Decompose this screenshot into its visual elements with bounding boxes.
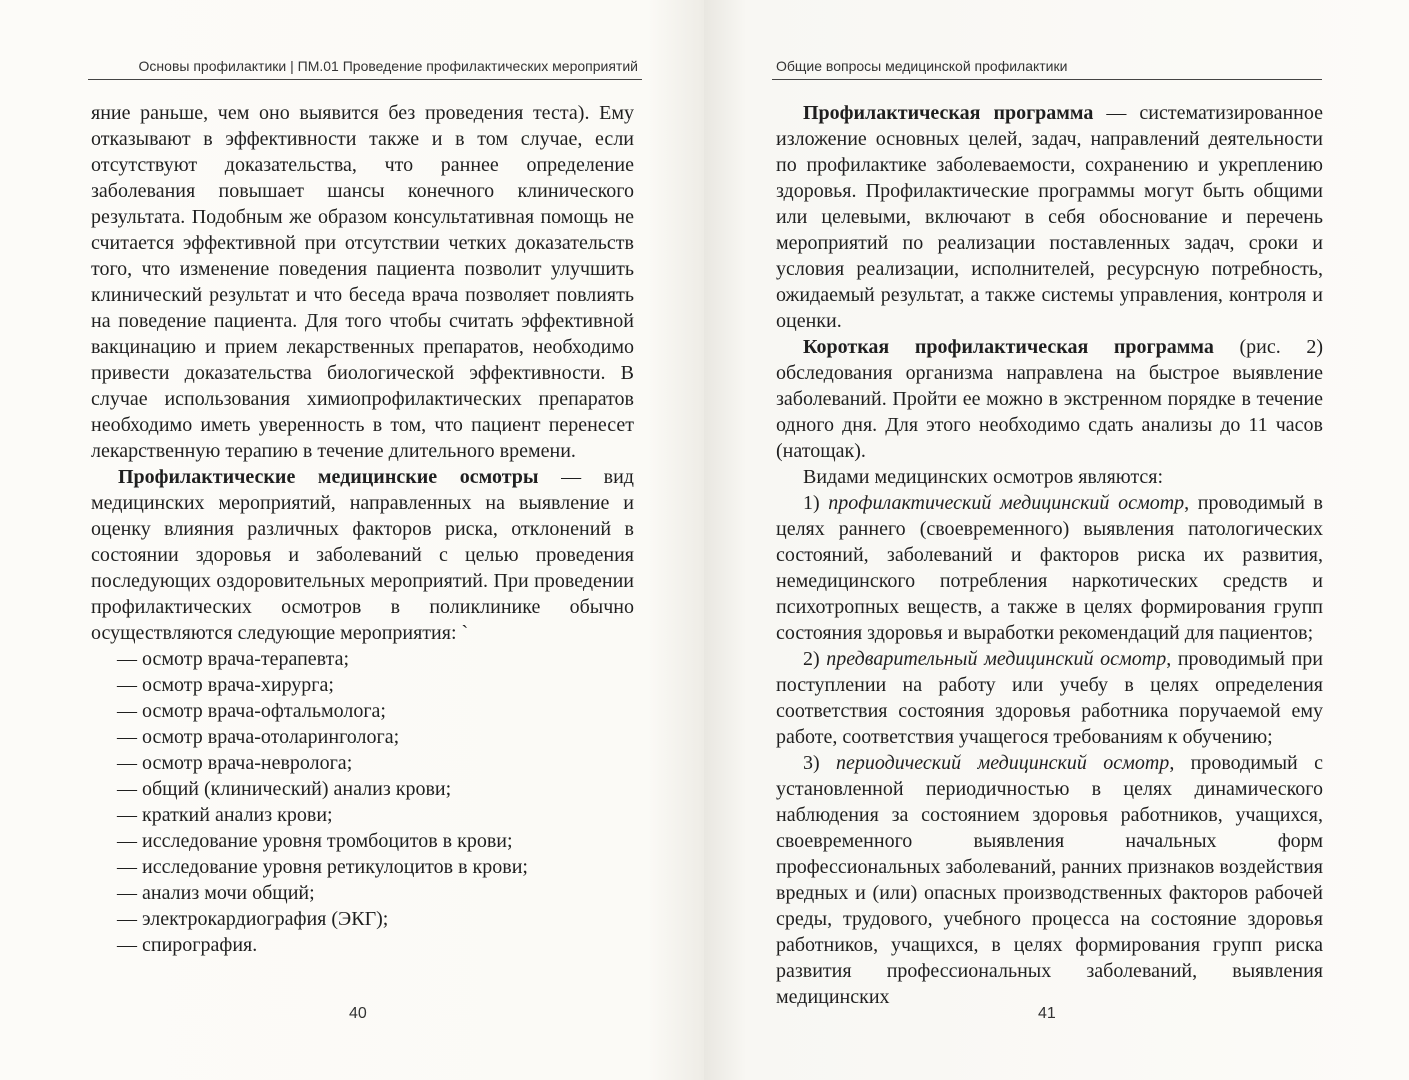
left-paragraph-1: яние раньше, чем оно выявится без проведения теста). Ему отказывают в эффективности также и в том случае, если отсутствуют доказательства, что раннее определение заболевания повышает шансы конечного клинического результата. Подобным же образом консультативная помощь не считается эффективной при отсутствии четких доказательств того, что изменение поведения пациента позволит улучшить клинический результат и что беседа врача позволяет повлиять на поведение пациента. Для того чтобы считать эффективной вакцинацию и прием лекарственных препаратов, необходимо привести доказательства биологической эффективности. В случае использования химиопрофилактических препаратов необходимо иметь уверенность в том, что пациент перенесет лекарственную терапию в течение длительного времени. [91,102,634,462]
right-paragraph-2 [776,334,1323,464]
item-3-text: , проводимый с установленной периодичностью в целях динамического наблюдения за состоянием здоровья работников, учащихся, своевременного выявления начальных форм профессиональных заболеваний, ранних признаков воздействия вредных и (или) опасных производственных факторов рабочей среды, трудового, учебного процесса на состояние здоровья работников, учащихся, в целях формирования групп риска развития профессиональных заболеваний, выявления медицинских [776,752,1323,1008]
right-paragraph-2-text: (рис. 2) обследования организма направлена на быстрое выявление заболеваний. Пройти ее можно в экстренном порядке в течение одного дня. Для этого необходимо сдать анализы до 11 часов (натощак). [776,336,1324,462]
term-short-program: Короткая профилактическая программа [803,336,1214,358]
list-item: — осмотр врача-отоларинголога; [117,726,400,748]
right-paragraph-1-text: — систематизированное изложение основных целей, задач, направлений деятельности по профилактике заболеваемости, сохранению и укреплению здоровья. Профилактические программы могут быть общими или целевыми, включают в себя обоснование и перечень мероприятий по реализации поставленных задач, сроки и условия реализации, исполнителей, ресурсную потребность, ожидаемый результат, а также системы управления, контроля и оценки. [776,102,1323,332]
left-page-text [91,100,634,958]
exam-type-item-1 [776,490,1323,646]
term-preventive-exams: Профилактические медицинские осмотры [118,466,539,488]
term-preventive-exam: профилактический медицинский осмотр [828,492,1185,514]
list-item: — анализ мочи общий; [117,882,315,904]
term-preventive-program: Профилактическая программа [803,102,1094,124]
left-running-head: Основы профилактики | ПМ.01 Проведение профилактических мероприятий [138,58,638,74]
left-paragraph-2 [91,464,634,646]
left-page-number: 40 [349,1005,367,1022]
item-2-number: 2) [803,648,827,670]
list-item: — краткий анализ крови; [117,804,333,826]
list-item: — осмотр врача-терапевта; [117,648,350,670]
list-item: — исследование уровня ретикулоцитов в крови; [117,856,528,878]
item-1-number: 1) [803,492,829,514]
right-header-rule [772,79,1322,80]
term-preliminary-exam: предварительный медицинский осмотр [826,648,1167,670]
left-page [0,0,704,1080]
list-item: — спирография. [117,934,258,956]
left-paragraph-2-text: — вид медицинских мероприятий, направленных на выявление и оценку влияния различных факторов риска, отклонений в состоянии здоровья и заболеваний с целью проведения последующих оздоровительных мероприятий. При проведении профилактических осмотров в поликлинике обычно осуществляются следующие мероприятия: ` [91,466,634,644]
right-running-head: Общие вопросы медицинской профилактики [776,58,1068,74]
item-3-number: 3) [803,752,837,774]
right-page-text [776,100,1323,1010]
list-item: — общий (клинический) анализ крови; [117,778,452,800]
right-paragraph-1 [776,100,1323,334]
list-item: — осмотр врача-офтальмолога; [117,700,386,722]
right-paragraph-3: Видами медицинских осмотров являются: [803,466,1164,488]
list-item: — исследование уровня тромбоцитов в крови; [117,830,513,852]
item-2-text: , проводимый при поступлении на работу или учебу в целях определения соответствия состояния здоровья работника поручаемой ему работе, соответствия учащегося требованиям к обучению; [776,648,1323,748]
list-item: — осмотр врача-хирурга; [117,674,334,696]
right-page [704,0,1409,1080]
exam-type-item-3 [776,750,1323,1010]
item-1-text: , проводимый в целях раннего (своевременного) выявления патологических состояний, заболеваний и факторов риска их развития, немедицинского потребления наркотических средств и психотропных веществ, а также в целях формирования групп состояния здоровья и выработки рекомендаций для пациентов; [776,492,1323,644]
exam-type-item-2 [776,646,1323,750]
list-item: — электрокардиография (ЭКГ); [117,908,389,930]
list-item: — осмотр врача-невролога; [117,752,353,774]
right-page-number: 41 [1038,1005,1056,1022]
left-header-rule [88,79,642,80]
term-periodic-exam: периодический медицинский осмотр [836,752,1170,774]
